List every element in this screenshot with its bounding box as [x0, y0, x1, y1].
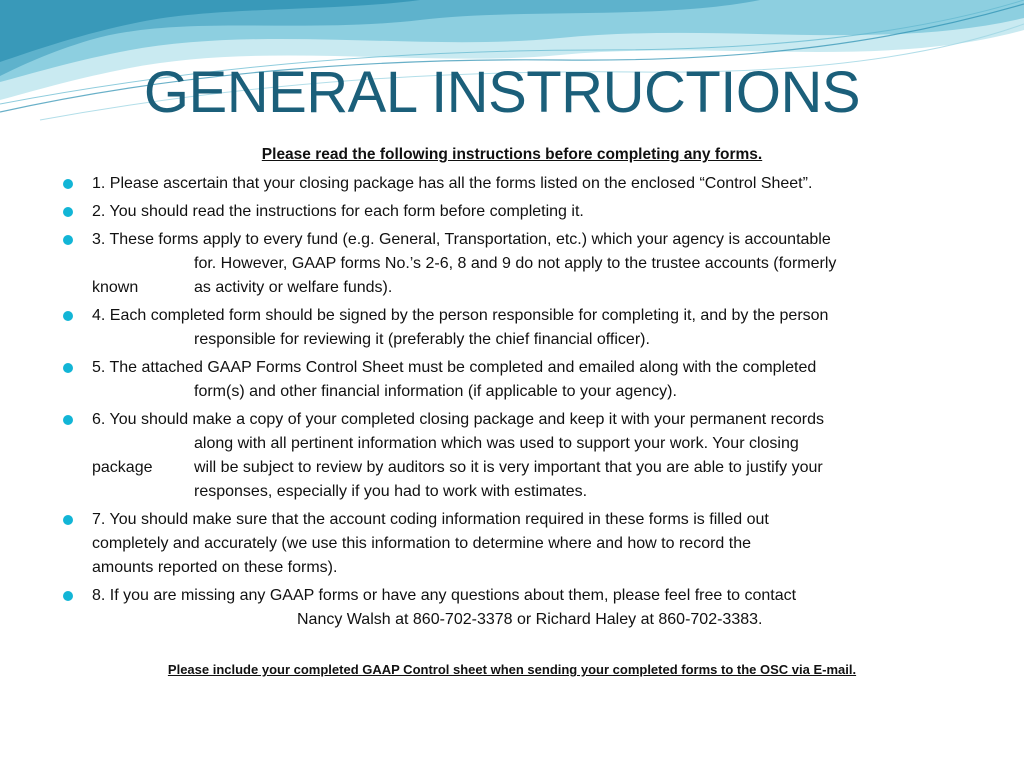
instruction-item-8: [0, 584, 1024, 632]
instruction-text: package: [92, 459, 153, 476]
instruction-text: will be subject to review by auditors so it is very important that you are able to justify your: [194, 459, 823, 476]
instruction-text: responsible for reviewing it (preferably the chief financial officer).: [194, 331, 650, 348]
instruction-item-6: [0, 408, 1024, 504]
instruction-item-5: [0, 356, 1024, 404]
contact-info: Nancy Walsh at 860-702-3378 or Richard Haley at 860-702-3383.: [297, 611, 763, 628]
instruction-text: 7. You should make sure that the account coding information required in these forms is filled out: [92, 511, 769, 528]
bullet-icon: [63, 591, 73, 601]
instruction-text: 6. You should make a copy of your completed closing package and keep it with your permanent records: [92, 411, 824, 428]
bullet-icon: [63, 207, 73, 217]
instruction-item-2: [0, 200, 1024, 224]
instruction-item-4: [0, 304, 1024, 352]
instruction-text: along with all pertinent information which was used to support your work. Your closing: [194, 435, 799, 452]
bullet-icon: [63, 415, 73, 425]
instruction-text: as activity or welfare funds).: [194, 279, 393, 296]
bullet-icon: [63, 235, 73, 245]
instruction-list: [0, 172, 1024, 636]
instruction-text-row: [92, 276, 964, 300]
instruction-text: 3. These forms apply to every fund (e.g. General, Transportation, etc.) which your agency is accountable: [92, 231, 831, 248]
instruction-text: form(s) and other financial information (if applicable to your agency).: [194, 383, 677, 400]
instruction-text: for. However, GAAP forms No.’s 2-6, 8 and 9 do not apply to the trustee accounts (formerly: [194, 255, 837, 272]
bullet-icon: [63, 363, 73, 373]
instruction-text: amounts reported on these forms).: [92, 559, 338, 576]
instruction-item-1: [0, 172, 1024, 196]
instruction-text: known: [92, 279, 139, 296]
instruction-item-3: [0, 228, 1024, 300]
instruction-text: completely and accurately (we use this information to determine where and how to record the: [92, 535, 752, 552]
instruction-text: responses, especially if you had to work with estimates.: [194, 483, 588, 500]
bullet-icon: [63, 179, 73, 189]
intro-instruction: Please read the following instructions before completing any forms.: [261, 146, 763, 163]
instruction-text: 1. Please ascertain that your closing package has all the forms listed on the enclosed “Control Sheet”.: [92, 175, 813, 192]
instruction-text: 8. If you are missing any GAAP forms or have any questions about them, please feel free to contact: [92, 587, 797, 604]
slide-title: GENERAL INSTRUCTIONS: [143, 60, 861, 125]
instruction-text: 2. You should read the instructions for each form before completing it.: [92, 203, 584, 220]
instruction-text: 4. Each completed form should be signed by the person responsible for completing it, and by the person: [92, 307, 829, 324]
instruction-item-7: [0, 508, 1024, 580]
bullet-icon: [63, 515, 73, 525]
bullet-icon: [63, 311, 73, 321]
instruction-text-row: [92, 456, 964, 480]
footer-note: Please include your completed GAAP Control sheet when sending your completed forms to the OSC via E-mail.: [167, 662, 857, 677]
instruction-text: 5. The attached GAAP Forms Control Sheet must be completed and emailed along with the completed: [92, 359, 817, 376]
